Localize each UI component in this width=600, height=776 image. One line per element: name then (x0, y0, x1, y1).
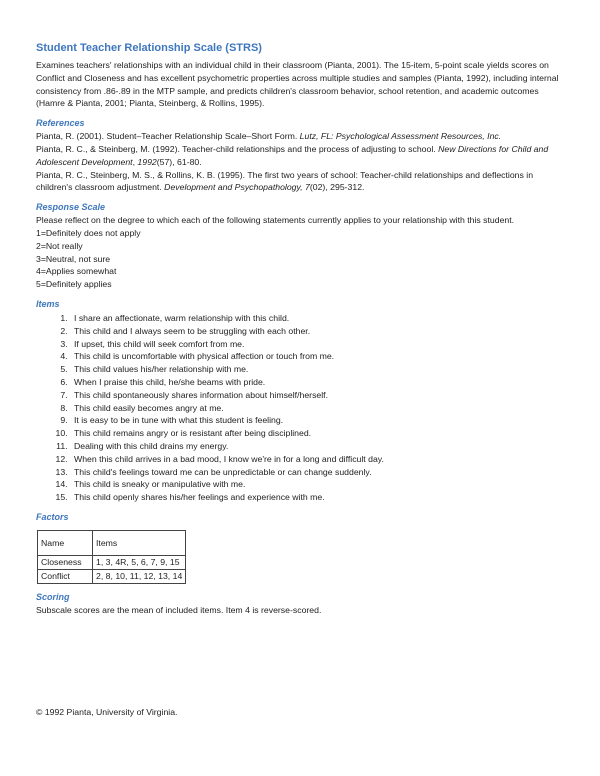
reference-1 (36, 130, 564, 143)
scale-option: 4=Applies somewhat (36, 266, 117, 277)
list-item: 2. This child and I always seem to be struggling with each other. (70, 325, 564, 338)
factor-items: 2, 8, 10, 11, 12, 13, 14 (93, 569, 186, 583)
reference-3-journal: Development and Psychopathology, 7 (164, 182, 310, 193)
reference-2 (36, 143, 564, 169)
list-item: 9. It is easy to be in tune with what this student is feeling. (70, 414, 564, 427)
reference-3 (36, 169, 564, 195)
reference-2-journal: New Directions for Child and Adolescent Development (36, 143, 549, 167)
list-item: 4. This child is uncomfortable with physical affection or touch from me. (70, 350, 564, 363)
intro-paragraph: Examines teachers' relationships with an individual child in their classroom (Pianta, 2001). The 15-item, 5-point scale yields scores on Conflict and Closeness and has excellent psychometric properties across multiple studies and samples (Pianta, 1992), including internal consistency from .86-.89 in the MTP sample, and predicts children's classroom behavior, school retention, and academic outcomes (Hamre & Pianta, 2001; Pianta, Steinberg, & Rollins, 1995). (36, 60, 559, 109)
list-item: 7. This child spontaneously shares information about himself/herself. (70, 389, 564, 402)
scale-option: 1=Definitely does not apply (36, 227, 141, 238)
list-item: 5. This child values his/her relationship with me. (70, 363, 564, 376)
table-header-row (38, 530, 186, 555)
factor-name: Closeness (38, 555, 93, 569)
column-header-name: Name (38, 530, 93, 555)
response-scale-instruction: Please reflect on the degree to which each of the following statements currently applies to your relationship with this student. (36, 215, 515, 226)
reference-1-text: Pianta, R. (2001). Student–Teacher Relationship Scale–Short Form. (36, 131, 300, 142)
scale-option: 5=Definitely applies (36, 279, 112, 290)
list-item: 15. This child openly shares his/her feelings and experience with me. (70, 491, 564, 504)
reference-1-source: Lutz, FL: Psychological Assessment Resources, Inc. (299, 131, 502, 142)
items-list (36, 312, 564, 504)
list-item: 14. This child is sneaky or manipulative with me. (70, 478, 564, 491)
list-item: 13. This child's feelings toward me can be unpredictable or can change suddenly. (70, 466, 564, 479)
factor-items: 1, 3, 4R, 5, 6, 7, 9, 15 (93, 555, 186, 569)
list-item: 6. When I praise this child, he/she beams with pride. (70, 376, 564, 389)
list-item: 3. If upset, this child will seek comfort from me. (70, 338, 564, 351)
table-row (38, 555, 186, 569)
scale-option: 3=Neutral, not sure (36, 253, 111, 264)
document-page (36, 41, 564, 616)
list-item: 8. This child easily becomes angry at me. (70, 402, 564, 415)
scale-option: 2=Not really (36, 240, 83, 251)
reference-2-volume: 1992 (137, 156, 157, 167)
scoring-heading: Scoring (36, 591, 70, 602)
factors-table (37, 530, 186, 584)
document-title: Student Teacher Relationship Scale (STRS) (36, 42, 262, 54)
items-heading: Items (36, 298, 60, 309)
reference-3-pages: (02), 295-312. (309, 182, 365, 193)
reference-3-text: Pianta, R. C., Steinberg, M. S., & Rollins, K. B. (1995). The first two years of school: Teacher-child relationships and deflections in children's classroom adjustment. (36, 169, 534, 193)
response-scale-heading: Response Scale (36, 202, 106, 213)
table-row (38, 569, 186, 583)
references-heading: References (36, 118, 85, 129)
factor-name: Conflict (38, 569, 93, 583)
copyright-footer: © 1992 Pianta, University of Virginia. (36, 707, 178, 717)
factors-heading: Factors (36, 511, 69, 522)
reference-2-sep: , (132, 156, 138, 167)
list-item: 12. When this child arrives in a bad mood, I know we're in for a long and difficult day. (70, 453, 564, 466)
list-item: 10. This child remains angry or is resistant after being disciplined. (70, 427, 564, 440)
list-item: 1. I share an affectionate, warm relationship with this child. (70, 312, 564, 325)
column-header-items: Items (93, 530, 186, 555)
reference-2-pages: (57), 61-80. (156, 156, 202, 167)
list-item: 11. Dealing with this child drains my energy. (70, 440, 564, 453)
reference-2-text: Pianta, R. C., & Steinberg, M. (1992). Teacher-child relationships and the process of adjusting to school. (36, 143, 439, 154)
scoring-text: Subscale scores are the mean of included items. Item 4 is reverse-scored. (36, 604, 322, 615)
